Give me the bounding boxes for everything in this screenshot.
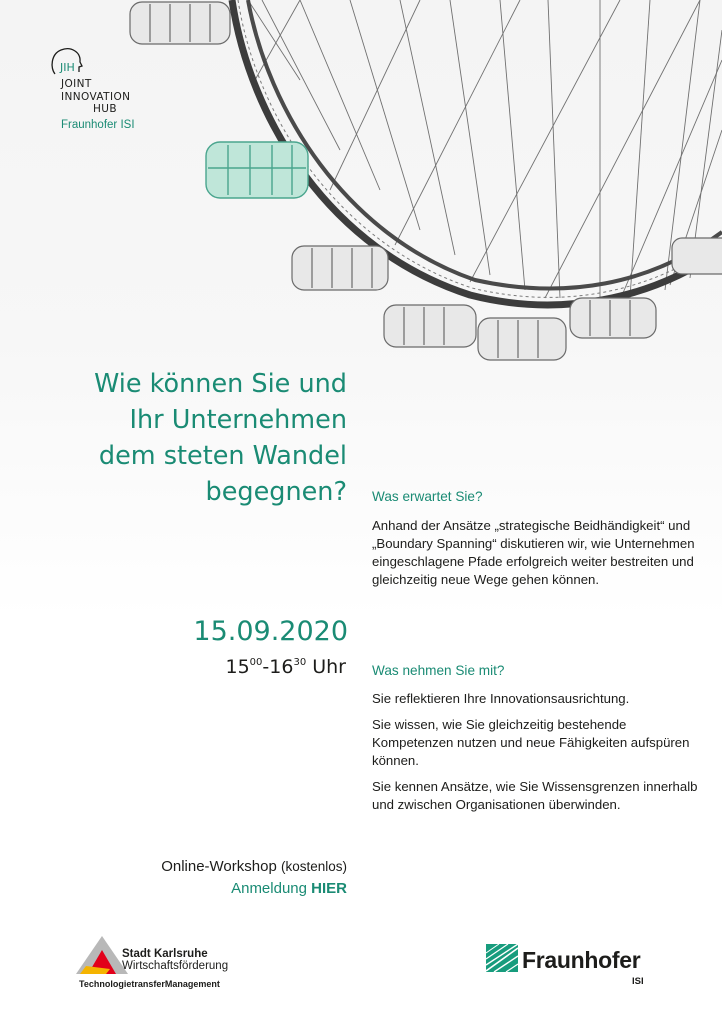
logo-line-hub: HUB [93, 103, 117, 115]
headline [7, 366, 347, 510]
event-time [225, 656, 346, 678]
headline-line-4: begegnen? [205, 477, 347, 507]
time-start-minutes: 00 [249, 657, 263, 668]
section-expectations [372, 488, 702, 589]
logo-org-name: Fraunhofer ISI [61, 119, 135, 131]
registration-link[interactable]: HIER [311, 880, 347, 897]
section-takeaways [372, 662, 702, 814]
workshop-note: (kostenlos) [280, 859, 347, 874]
registration-line [161, 878, 347, 900]
takeaway-item: Sie wissen, wie Sie gleichzeitig bestehende Kompetenzen nutzen und neue Fähigkeiten aufspüren können. [372, 717, 690, 768]
registration-prefix: Anmeldung [231, 880, 307, 897]
time-unit: Uhr [312, 656, 346, 678]
karlsruhe-line-1: Stadt Karlsruhe [122, 948, 208, 960]
karlsruhe-triangle-icon [76, 936, 128, 978]
takeaways-heading: Was nehmen Sie mit? [372, 663, 505, 678]
karlsruhe-line-2: Wirtschaftsförderung [122, 960, 229, 972]
logo-wordmark [61, 78, 130, 116]
stadt-karlsruhe-logo [76, 936, 256, 996]
karlsruhe-subline: TechnologietransferManagement [79, 979, 220, 989]
time-start: 15 [225, 656, 250, 678]
workshop-info [161, 856, 347, 900]
head-silhouette-icon [49, 46, 89, 80]
takeaway-item: Sie reflektieren Ihre Innovationsausrichtung. [372, 691, 630, 706]
logo-line-joint: JOINT [61, 78, 92, 90]
event-date: 15.09.2020 [193, 616, 348, 647]
workshop-label: Online-Workshop [161, 858, 277, 875]
expectations-heading: Was erwartet Sie? [372, 489, 483, 504]
time-end: 16 [269, 656, 294, 678]
time-end-minutes: 30 [293, 657, 307, 668]
svg-text:JIH: JIH [60, 61, 75, 74]
workshop-line [161, 856, 347, 878]
logo-line-innovation: INNOVATION [61, 90, 131, 103]
joint-innovation-hub-logo [47, 46, 157, 136]
takeaway-item: Sie kennen Ansätze, wie Sie Wissensgrenzen innerhalb und zwischen Organisationen überwinden. [372, 779, 698, 812]
karlsruhe-text [122, 948, 228, 972]
headline-line-1: Wie können Sie und [94, 369, 347, 399]
fraunhofer-logo [486, 940, 656, 990]
fraunhofer-mark-icon [486, 944, 518, 972]
time-separator: - [262, 656, 270, 678]
fraunhofer-name: Fraunhofer [522, 947, 641, 973]
expectations-text: Anhand der Ansätze „strategische Beidhändigkeit“ und „Boundary Spanning“ diskutieren wir, wie Unternehmen eingeschlagene Pfade erfolgreich weiter bestreiten und gleichzeitig neue Wege gehen können. [372, 518, 695, 587]
headline-line-2: Ihr Unternehmen [129, 405, 347, 435]
fraunhofer-unit: ISI [632, 976, 644, 987]
headline-line-3: dem steten Wandel [98, 441, 347, 471]
